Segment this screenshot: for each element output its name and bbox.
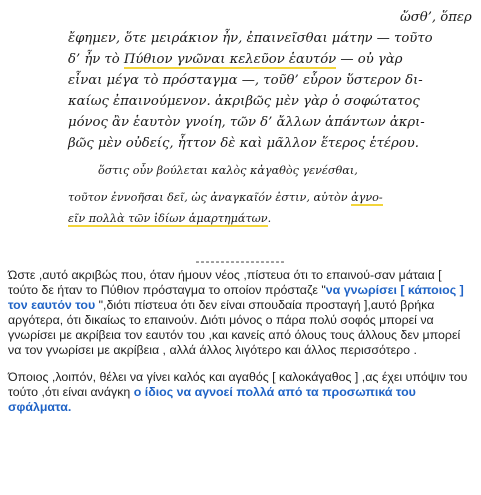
- greek-line-4: εἶναι μέγα τὸ πρόσταγμα —, τοῦθ’ εὗρον ὕστερον δι-: [68, 73, 423, 88]
- translation-paragraph-1: [8, 268, 470, 358]
- greek-line-9: [68, 190, 383, 206]
- translation-paragraph-2: [8, 370, 470, 415]
- greek-line-1: ὥσθ’, ὅπερ: [400, 10, 472, 25]
- greek-line-10-post: .: [267, 212, 272, 225]
- translation-p2-text-a: Όποιος ,λοιπόν, θέλει να γίνει καλός και αγαθός [ καλοκάγαθος ] ,ας έχει υπόψιν του τούτο ,ότι είναι ανάγκη: [8, 370, 468, 399]
- scanned-greek-text: [0, 0, 481, 238]
- translation-p1-text-a: Ώστε ,αυτό ακριβώς που, όταν ήμουν νέος ,πίστευα ότι το επαινού-σαν μάταια [ τούτο δε ήταν το Πύθιον πρόσταγμα το οποίον πρόσταζε ": [8, 268, 442, 297]
- greek-line-3-post: — οὐ γὰρ: [340, 52, 403, 67]
- emphasis-own-errors: ο ίδιος να αγνοεί πολλά από τα προσωπικά του σφάλματα.: [8, 385, 416, 414]
- greek-line-3: [68, 52, 402, 68]
- greek-line-9-pre: τοῦτον ἐννοῆσαι δεῖ, ὡς ἀναγκαῖόν ἐστιν, αὐτὸν: [68, 191, 348, 204]
- greek-translation: [8, 268, 470, 415]
- greek-line-6: μόνος ἂν ἑαυτὸν γνοίη, τῶν δ’ ἄλλων ἁπάντων ἀκρι-: [68, 115, 425, 130]
- greek-line-10: [68, 211, 271, 227]
- highlighted-agno: ἀγνο-: [351, 191, 383, 204]
- greek-line-3-pre: δ’ ἦν τὸ: [68, 52, 120, 67]
- greek-line-8: ὅστις οὖν βούλεται καλὸς κἀγαθὸς γενέσθαι,: [98, 164, 358, 177]
- greek-line-7: βῶς μὲν οὐδείς, ἧττον δὲ καὶ μᾶλλον ἕτερος ἑτέρου.: [68, 136, 419, 151]
- section-divider: ------------------: [195, 254, 286, 268]
- greek-line-2: ἔφημεν, ὅτε μειράκιον ἦν, ἐπαινεῖσθαι μάτην — τοῦτο: [68, 31, 433, 46]
- greek-line-5: καίως ἐπαινούμενον. ἀκριβῶς μὲν γὰρ ὁ σοφώτατος: [68, 94, 420, 109]
- highlighted-phrase-errors: εῖν πολλὰ τῶν ἰδίων ἁμαρτημάτων: [68, 212, 268, 225]
- translation-p1-text-c: ",διότι πίστευα ότι δεν είναι σπουδαία προσταγή ],αυτό βρήκα αργότερα, ότι δικαίως το επαινούν. Διότι μόνος ο πάρα πολύ σοφός μπορεί να γνωρίσει με ακρίβεια τον εαυτόν του ,και κανείς από όλους τους άλλους δεν μπορεί να τον γνωρίσει με ακρίβεια , αλλά άλλος λιγότερο και άλλος περισσότερο .: [8, 298, 461, 357]
- highlighted-phrase-pythion: Πύθιον γνῶναι κελεῦον ἑαυτόν: [123, 52, 337, 67]
- emphasis-know-yourself: να γνωρίσει [ κάποιος ] τον εαυτόν του: [8, 283, 464, 312]
